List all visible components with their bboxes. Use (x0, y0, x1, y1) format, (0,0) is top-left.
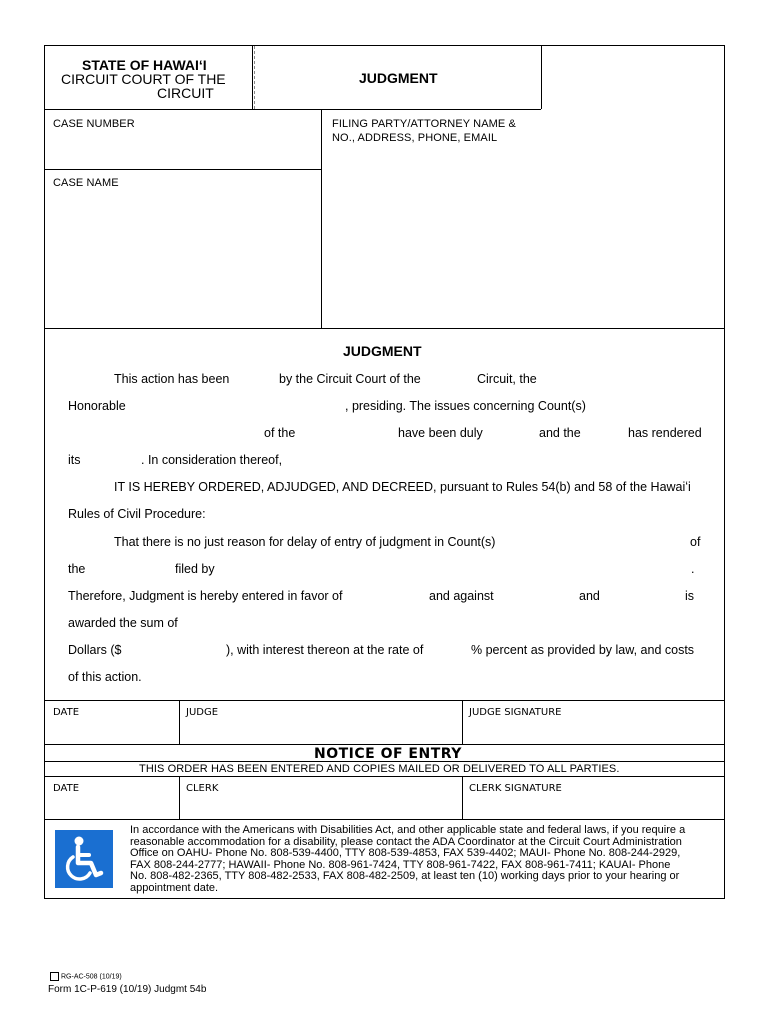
sign1-date-label: DATE (53, 707, 80, 718)
case-section-bottom (45, 328, 724, 329)
court-line-1: CIRCUIT COURT OF THE (61, 71, 226, 87)
sign2-date-label: DATE (53, 783, 80, 794)
ada-line-4: FAX 808-244-2777; HAWAII- Phone No. 808-961-7424, TTY 808-961-7422, FAX 808-961-7411; KAUAI- Phone (130, 858, 671, 871)
sign1-divider-2 (462, 700, 463, 744)
filing-party-label-2: NO., ADDRESS, PHONE, EMAIL (332, 132, 498, 144)
body-r8-c: . (691, 562, 695, 576)
body-r6: Rules of Civil Procedure: (68, 507, 206, 521)
body-r11-b: ), with interest thereon at the rate of (226, 643, 424, 657)
sign2-divider-1 (179, 776, 180, 819)
header-dashed-divider (254, 46, 255, 109)
judgment-heading: JUDGMENT (343, 343, 422, 359)
footer-code (50, 972, 122, 981)
body-r5: IT IS HEREBY ORDERED, ADJUDGED, AND DECREED, pursuant to Rules 54(b) and 58 of the Hawaiʻi (114, 480, 691, 494)
filing-party-label-1: FILING PARTY/ATTORNEY NAME & (332, 118, 516, 130)
body-r4-b: . In consideration thereof, (141, 453, 283, 467)
case-info-divider (321, 109, 322, 329)
body-r9-c: and (579, 589, 600, 603)
notice-title: NOTICE OF ENTRY (314, 746, 462, 762)
body-r7-b: of (690, 535, 701, 549)
ada-notice (130, 825, 722, 894)
body-r2-a: Honorable (68, 399, 126, 413)
ada-line-5: No. 808-482-2365, TTY 808-482-2533, FAX 808-482-2509, at least ten (10) working days prior to your hearing or (130, 870, 680, 882)
body-r3-b: have been duly (398, 426, 483, 440)
form-title: JUDGMENT (359, 70, 438, 86)
body-r2-b: , presiding. The issues concerning Count(s) (345, 399, 586, 413)
body-r9-a: Therefore, Judgment is hereby entered in favor of (68, 589, 343, 603)
body-r8-b: filed by (175, 562, 215, 576)
body-r10: awarded the sum of (68, 616, 178, 630)
sign2-top (45, 776, 724, 777)
body-r3-c: and the (539, 426, 581, 440)
header-bottom-line (45, 109, 541, 110)
footer-code-text: RG-AC-508 (10/19) (61, 973, 122, 981)
ada-line-1: In accordance with the Americans with Disabilities Act, and other applicable state and federal laws, if you require a (130, 824, 686, 836)
sign2-divider-2 (462, 776, 463, 819)
sign2-clerk-label: CLERK (186, 783, 219, 794)
body-r8-a: the (68, 562, 86, 576)
case-number-bottom (45, 169, 321, 170)
court-line-2: CIRCUIT (157, 85, 214, 101)
sign1-judge-label: JUDGE (186, 707, 219, 718)
body-r9-d: is (685, 589, 695, 603)
ada-line-6: appointment date. (130, 881, 219, 894)
body-r9-b: and against (429, 589, 494, 603)
body-r3-d: has rendered (628, 426, 702, 440)
sign2-clerk-signature-label: CLERK SIGNATURE (469, 783, 562, 794)
body-r11-c: % percent as provided by law, and costs (471, 643, 695, 657)
sign2-bottom (45, 819, 724, 820)
sign1-judge-signature-label: JUDGE SIGNATURE (469, 707, 562, 718)
body-r3-a: of the (264, 426, 296, 440)
header-divider (252, 46, 253, 109)
sign1-divider-1 (179, 700, 180, 744)
body-r1-c: Circuit, the (477, 372, 537, 386)
body-r1-a: This action has been (114, 372, 230, 386)
wheelchair-icon (55, 830, 113, 888)
case-name-label: CASE NAME (53, 177, 119, 189)
header-right-divider (541, 46, 542, 109)
ada-line-3: Office on OAHU- Phone No. 808-539-4400, TTY 808-539-4853, FAX 539-4402; MAUI- Phone No. 808-244-2929, (130, 847, 681, 859)
body-r12: of this action. (68, 670, 142, 684)
body-r1-b: by the Circuit Court of the (279, 372, 421, 386)
state-title: STATE OF HAWAIʻI (82, 57, 207, 73)
body-r7-a: That there is no just reason for delay of entry of judgment in Count(s) (114, 535, 496, 549)
form-code-icon (50, 972, 59, 981)
sign1-bottom (45, 744, 724, 745)
notice-subtitle: THIS ORDER HAS BEEN ENTERED AND COPIES MAILED OR DELIVERED TO ALL PARTIES. (139, 763, 620, 775)
notice-divider (45, 761, 724, 762)
ada-line-2: reasonable accommodation for a disability, please contact the ADA Coordinator at the Circuit Court Administration (130, 835, 682, 848)
footer-form-number: Form 1C-P-619 (10/19) Judgmt 54b (48, 984, 207, 995)
body-r4-a: its (68, 453, 81, 467)
body-r11-a: Dollars ($ (68, 643, 122, 657)
sign1-top (45, 700, 724, 701)
judgment-form (44, 45, 725, 899)
case-number-label: CASE NUMBER (53, 118, 135, 130)
